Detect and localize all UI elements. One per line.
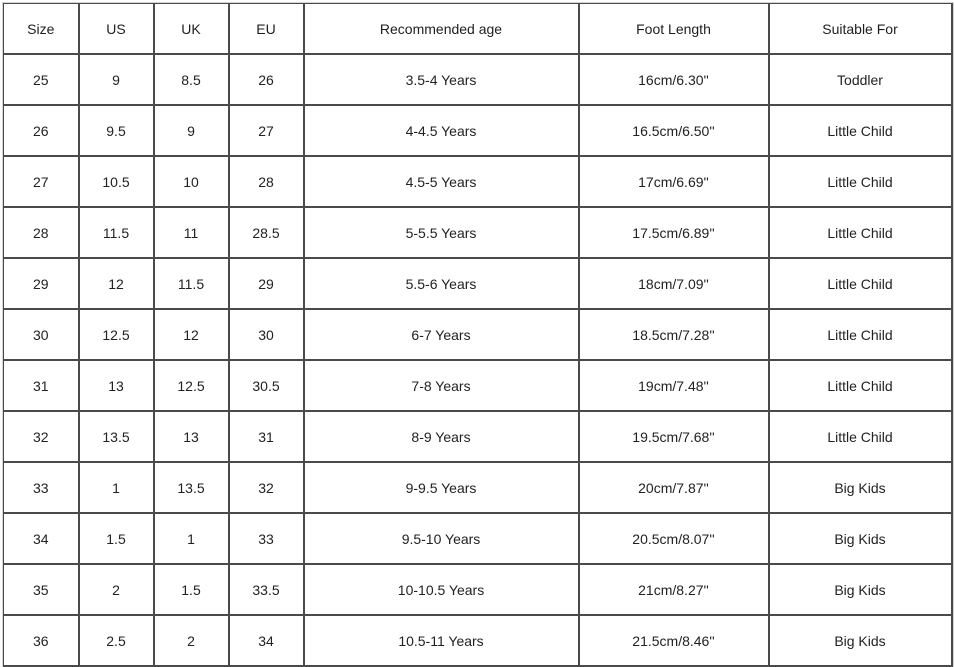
header-row: [4, 4, 952, 55]
table-row: [4, 360, 952, 411]
cell-recommended-age: 4-4.5 Years: [304, 105, 579, 156]
cell-suitable-for: Big Kids: [769, 615, 952, 666]
header-eu: EU: [229, 4, 304, 55]
cell-suitable-for: Little Child: [769, 360, 952, 411]
table-row: [4, 462, 952, 513]
cell-suitable-for: Big Kids: [769, 462, 952, 513]
cell-eu: 28.5: [229, 207, 304, 258]
cell-eu: 29: [229, 258, 304, 309]
cell-size: 35: [4, 564, 79, 615]
cell-eu: 31: [229, 411, 304, 462]
cell-us: 1.5: [79, 513, 154, 564]
cell-uk: 13.5: [154, 462, 229, 513]
cell-suitable-for: Big Kids: [769, 513, 952, 564]
cell-recommended-age: 3.5-4 Years: [304, 54, 579, 105]
cell-us: 2.5: [79, 615, 154, 666]
cell-foot-length: 20.5cm/8.07'': [579, 513, 769, 564]
cell-size: 29: [4, 258, 79, 309]
table-row: [4, 207, 952, 258]
cell-eu: 32: [229, 462, 304, 513]
cell-us: 11.5: [79, 207, 154, 258]
cell-suitable-for: Little Child: [769, 258, 952, 309]
cell-eu: 33.5: [229, 564, 304, 615]
cell-recommended-age: 10-10.5 Years: [304, 564, 579, 615]
cell-us: 12: [79, 258, 154, 309]
table-row: [4, 156, 952, 207]
size-chart-body: [4, 54, 952, 666]
cell-us: 9.5: [79, 105, 154, 156]
cell-uk: 1.5: [154, 564, 229, 615]
table-row: [4, 615, 952, 666]
cell-foot-length: 16.5cm/6.50'': [579, 105, 769, 156]
cell-uk: 12: [154, 309, 229, 360]
header-size: Size: [4, 4, 79, 55]
cell-us: 12.5: [79, 309, 154, 360]
cell-uk: 10: [154, 156, 229, 207]
header-foot-length: Foot Length: [579, 4, 769, 55]
cell-size: 36: [4, 615, 79, 666]
cell-foot-length: 17cm/6.69'': [579, 156, 769, 207]
cell-us: 13: [79, 360, 154, 411]
table-row: [4, 564, 952, 615]
cell-recommended-age: 9.5-10 Years: [304, 513, 579, 564]
cell-foot-length: 21.5cm/8.46'': [579, 615, 769, 666]
cell-eu: 28: [229, 156, 304, 207]
cell-size: 33: [4, 462, 79, 513]
cell-foot-length: 20cm/7.87'': [579, 462, 769, 513]
cell-uk: 13: [154, 411, 229, 462]
cell-recommended-age: 6-7 Years: [304, 309, 579, 360]
cell-uk: 12.5: [154, 360, 229, 411]
cell-foot-length: 19.5cm/7.68'': [579, 411, 769, 462]
cell-size: 26: [4, 105, 79, 156]
cell-recommended-age: 10.5-11 Years: [304, 615, 579, 666]
cell-recommended-age: 9-9.5 Years: [304, 462, 579, 513]
cell-eu: 26: [229, 54, 304, 105]
cell-size: 31: [4, 360, 79, 411]
cell-foot-length: 18cm/7.09'': [579, 258, 769, 309]
cell-eu: 30.5: [229, 360, 304, 411]
cell-us: 9: [79, 54, 154, 105]
cell-size: 28: [4, 207, 79, 258]
table-row: [4, 105, 952, 156]
table-row: [4, 411, 952, 462]
cell-us: 10.5: [79, 156, 154, 207]
cell-eu: 33: [229, 513, 304, 564]
cell-eu: 30: [229, 309, 304, 360]
table-row: [4, 54, 952, 105]
cell-size: 32: [4, 411, 79, 462]
header-recommended-age: Recommended age: [304, 4, 579, 55]
header-suitable-for: Suitable For: [769, 4, 952, 55]
cell-uk: 2: [154, 615, 229, 666]
cell-eu: 34: [229, 615, 304, 666]
cell-foot-length: 19cm/7.48'': [579, 360, 769, 411]
cell-us: 13.5: [79, 411, 154, 462]
cell-us: 1: [79, 462, 154, 513]
cell-suitable-for: Little Child: [769, 156, 952, 207]
cell-suitable-for: Big Kids: [769, 564, 952, 615]
cell-suitable-for: Little Child: [769, 207, 952, 258]
cell-uk: 8.5: [154, 54, 229, 105]
cell-us: 2: [79, 564, 154, 615]
cell-uk: 11.5: [154, 258, 229, 309]
header-us: US: [79, 4, 154, 55]
table-row: [4, 513, 952, 564]
cell-foot-length: 17.5cm/6.89'': [579, 207, 769, 258]
cell-recommended-age: 8-9 Years: [304, 411, 579, 462]
cell-foot-length: 18.5cm/7.28'': [579, 309, 769, 360]
cell-recommended-age: 5-5.5 Years: [304, 207, 579, 258]
cell-uk: 1: [154, 513, 229, 564]
cell-foot-length: 21cm/8.27'': [579, 564, 769, 615]
cell-size: 34: [4, 513, 79, 564]
cell-recommended-age: 5.5-6 Years: [304, 258, 579, 309]
cell-suitable-for: Toddler: [769, 54, 952, 105]
cell-size: 30: [4, 309, 79, 360]
cell-recommended-age: 7-8 Years: [304, 360, 579, 411]
cell-uk: 9: [154, 105, 229, 156]
cell-eu: 27: [229, 105, 304, 156]
cell-foot-length: 16cm/6.30'': [579, 54, 769, 105]
header-uk: UK: [154, 4, 229, 55]
cell-suitable-for: Little Child: [769, 105, 952, 156]
cell-suitable-for: Little Child: [769, 309, 952, 360]
size-chart-table: [3, 3, 953, 667]
cell-recommended-age: 4.5-5 Years: [304, 156, 579, 207]
cell-uk: 11: [154, 207, 229, 258]
cell-size: 25: [4, 54, 79, 105]
table-row: [4, 258, 952, 309]
cell-size: 27: [4, 156, 79, 207]
cell-suitable-for: Little Child: [769, 411, 952, 462]
table-row: [4, 309, 952, 360]
